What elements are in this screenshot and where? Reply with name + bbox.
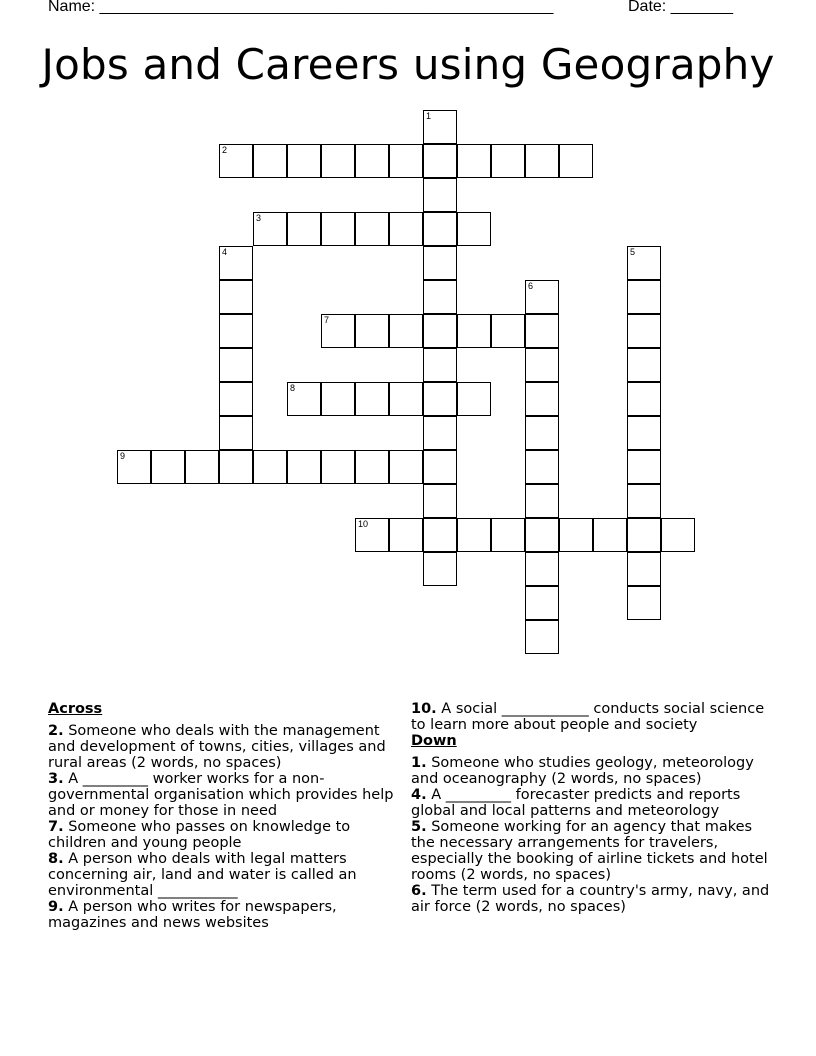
grid-cell[interactable] [627, 586, 661, 620]
grid-cell[interactable] [627, 552, 661, 586]
grid-cell[interactable] [219, 416, 253, 450]
clue-number-label: 4 [222, 247, 228, 257]
clue-down-1: 1. Someone who studies geology, meteorology and oceanography (2 words, no spaces) [411, 755, 754, 787]
grid-cell[interactable] [559, 144, 593, 178]
grid-cell[interactable] [151, 450, 185, 484]
grid-cell[interactable] [219, 382, 253, 416]
grid-cell[interactable] [525, 314, 559, 348]
clue-number-label: 2 [222, 145, 228, 155]
grid-cell[interactable] [627, 416, 661, 450]
grid-cell[interactable] [525, 280, 559, 314]
grid-cell[interactable] [321, 212, 355, 246]
clue-down-6: 6. The term used for a country's army, navy, and air force (2 words, no spaces) [411, 883, 770, 915]
grid-cell[interactable] [627, 246, 661, 280]
grid-cell[interactable] [559, 518, 593, 552]
clue-across-10: 10. A social ____________ conducts social science to learn more about people and society [411, 701, 765, 733]
clue-number-label: 10 [358, 519, 369, 529]
grid-cell[interactable] [627, 314, 661, 348]
grid-cell[interactable] [423, 518, 457, 552]
grid-cell[interactable] [355, 144, 389, 178]
grid-cell[interactable] [525, 450, 559, 484]
grid-cell[interactable] [525, 382, 559, 416]
grid-cell[interactable] [287, 212, 321, 246]
grid-cell[interactable] [457, 382, 491, 416]
down-heading: Down [411, 733, 457, 749]
page-title: Jobs and Careers using Geography [41, 40, 775, 89]
grid-cell[interactable] [423, 416, 457, 450]
grid-cell[interactable] [627, 484, 661, 518]
grid-cell[interactable] [423, 178, 457, 212]
grid-cell[interactable] [627, 348, 661, 382]
date-field[interactable]: Date: _______ [628, 0, 733, 15]
grid-cell[interactable] [627, 280, 661, 314]
clue-down-5: 5. Someone working for an agency that makes the necessary arrangements for travelers, especially the booking of airline tickets and hotel rooms (2 words, no spaces) [411, 819, 768, 883]
grid-cell[interactable] [491, 314, 525, 348]
clue-across-9: 9. A person who writes for newspapers, magazines and news websites [48, 899, 337, 931]
clue-number-label: 6 [528, 281, 534, 291]
clue-number-label: 1 [426, 111, 432, 121]
grid-cell[interactable] [219, 314, 253, 348]
grid-cell[interactable] [253, 144, 287, 178]
grid-cell[interactable] [389, 518, 423, 552]
grid-cell[interactable] [321, 144, 355, 178]
grid-cell[interactable] [457, 144, 491, 178]
grid-cell[interactable] [219, 450, 253, 484]
clue-number-label: 8 [290, 383, 296, 393]
across-heading: Across [48, 701, 103, 717]
grid-cell[interactable] [117, 450, 151, 484]
grid-cell[interactable] [389, 382, 423, 416]
grid-cell[interactable] [389, 314, 423, 348]
grid-cell[interactable] [253, 450, 287, 484]
clue-down-4: 4. A _________ forecaster predicts and reports global and local patterns and meteorology [411, 787, 741, 819]
grid-cell[interactable] [525, 620, 559, 654]
grid-cell[interactable] [219, 246, 253, 280]
clues-column-left [48, 701, 398, 931]
grid-cell[interactable] [219, 144, 253, 178]
grid-cell[interactable] [627, 382, 661, 416]
grid-cell[interactable] [593, 518, 627, 552]
clue-number-label: 9 [120, 451, 126, 461]
grid-cell[interactable] [423, 484, 457, 518]
clues-column-right [411, 701, 771, 915]
grid-cell[interactable] [321, 450, 355, 484]
grid-cell[interactable] [355, 450, 389, 484]
clue-across-8: 8. A person who deals with legal matters concerning air, land and water is called an environmental ___________ [48, 851, 357, 899]
grid-cell[interactable] [423, 246, 457, 280]
grid-cell[interactable] [423, 552, 457, 586]
grid-cell[interactable] [423, 110, 457, 144]
grid-cell[interactable] [355, 212, 389, 246]
grid-cell[interactable] [457, 314, 491, 348]
grid-cell[interactable] [423, 212, 457, 246]
clue-number-label: 3 [256, 213, 262, 223]
grid-cell[interactable] [389, 144, 423, 178]
grid-cell[interactable] [627, 450, 661, 484]
grid-cell[interactable] [219, 348, 253, 382]
grid-cell[interactable] [423, 450, 457, 484]
grid-cell[interactable] [321, 382, 355, 416]
grid-cell[interactable] [355, 518, 389, 552]
grid-cell[interactable] [423, 348, 457, 382]
grid-cell[interactable] [525, 586, 559, 620]
grid-cell[interactable] [525, 416, 559, 450]
grid-cell[interactable] [423, 144, 457, 178]
grid-cell[interactable] [423, 280, 457, 314]
grid-cell[interactable] [287, 382, 321, 416]
grid-cell[interactable] [253, 212, 287, 246]
grid-cell[interactable] [423, 382, 457, 416]
name-field[interactable]: Name: ___________________________________________________ [48, 0, 554, 15]
grid-cell[interactable] [491, 144, 525, 178]
grid-cell[interactable] [287, 450, 321, 484]
grid-cell[interactable] [525, 552, 559, 586]
clue-across-3: 3. A _________ worker works for a non-governmental organisation which provides help and or money for those in need [48, 771, 394, 819]
clue-across-2: 2. Someone who deals with the management and development of towns, cities, villages and rural areas (2 words, no spaces) [48, 723, 386, 771]
grid-cell[interactable] [287, 144, 321, 178]
grid-cell[interactable] [627, 518, 661, 552]
clue-number-label: 5 [630, 247, 636, 257]
grid-cell[interactable] [491, 518, 525, 552]
clue-across-7: 7. Someone who passes on knowledge to children and young people [48, 819, 351, 851]
grid-cell[interactable] [525, 144, 559, 178]
grid-cell[interactable] [457, 518, 491, 552]
clue-number-label: 7 [324, 315, 330, 325]
grid-cell[interactable] [389, 450, 423, 484]
grid-cell[interactable] [389, 212, 423, 246]
grid-cell[interactable] [321, 314, 355, 348]
grid-cell[interactable] [423, 314, 457, 348]
grid-cell[interactable] [525, 518, 559, 552]
grid-cell[interactable] [525, 348, 559, 382]
grid-cell[interactable] [457, 212, 491, 246]
grid-cell[interactable] [661, 518, 695, 552]
grid-cell[interactable] [355, 314, 389, 348]
grid-cell[interactable] [525, 484, 559, 518]
grid-cell[interactable] [185, 450, 219, 484]
grid-cell[interactable] [219, 280, 253, 314]
grid-cell[interactable] [355, 382, 389, 416]
